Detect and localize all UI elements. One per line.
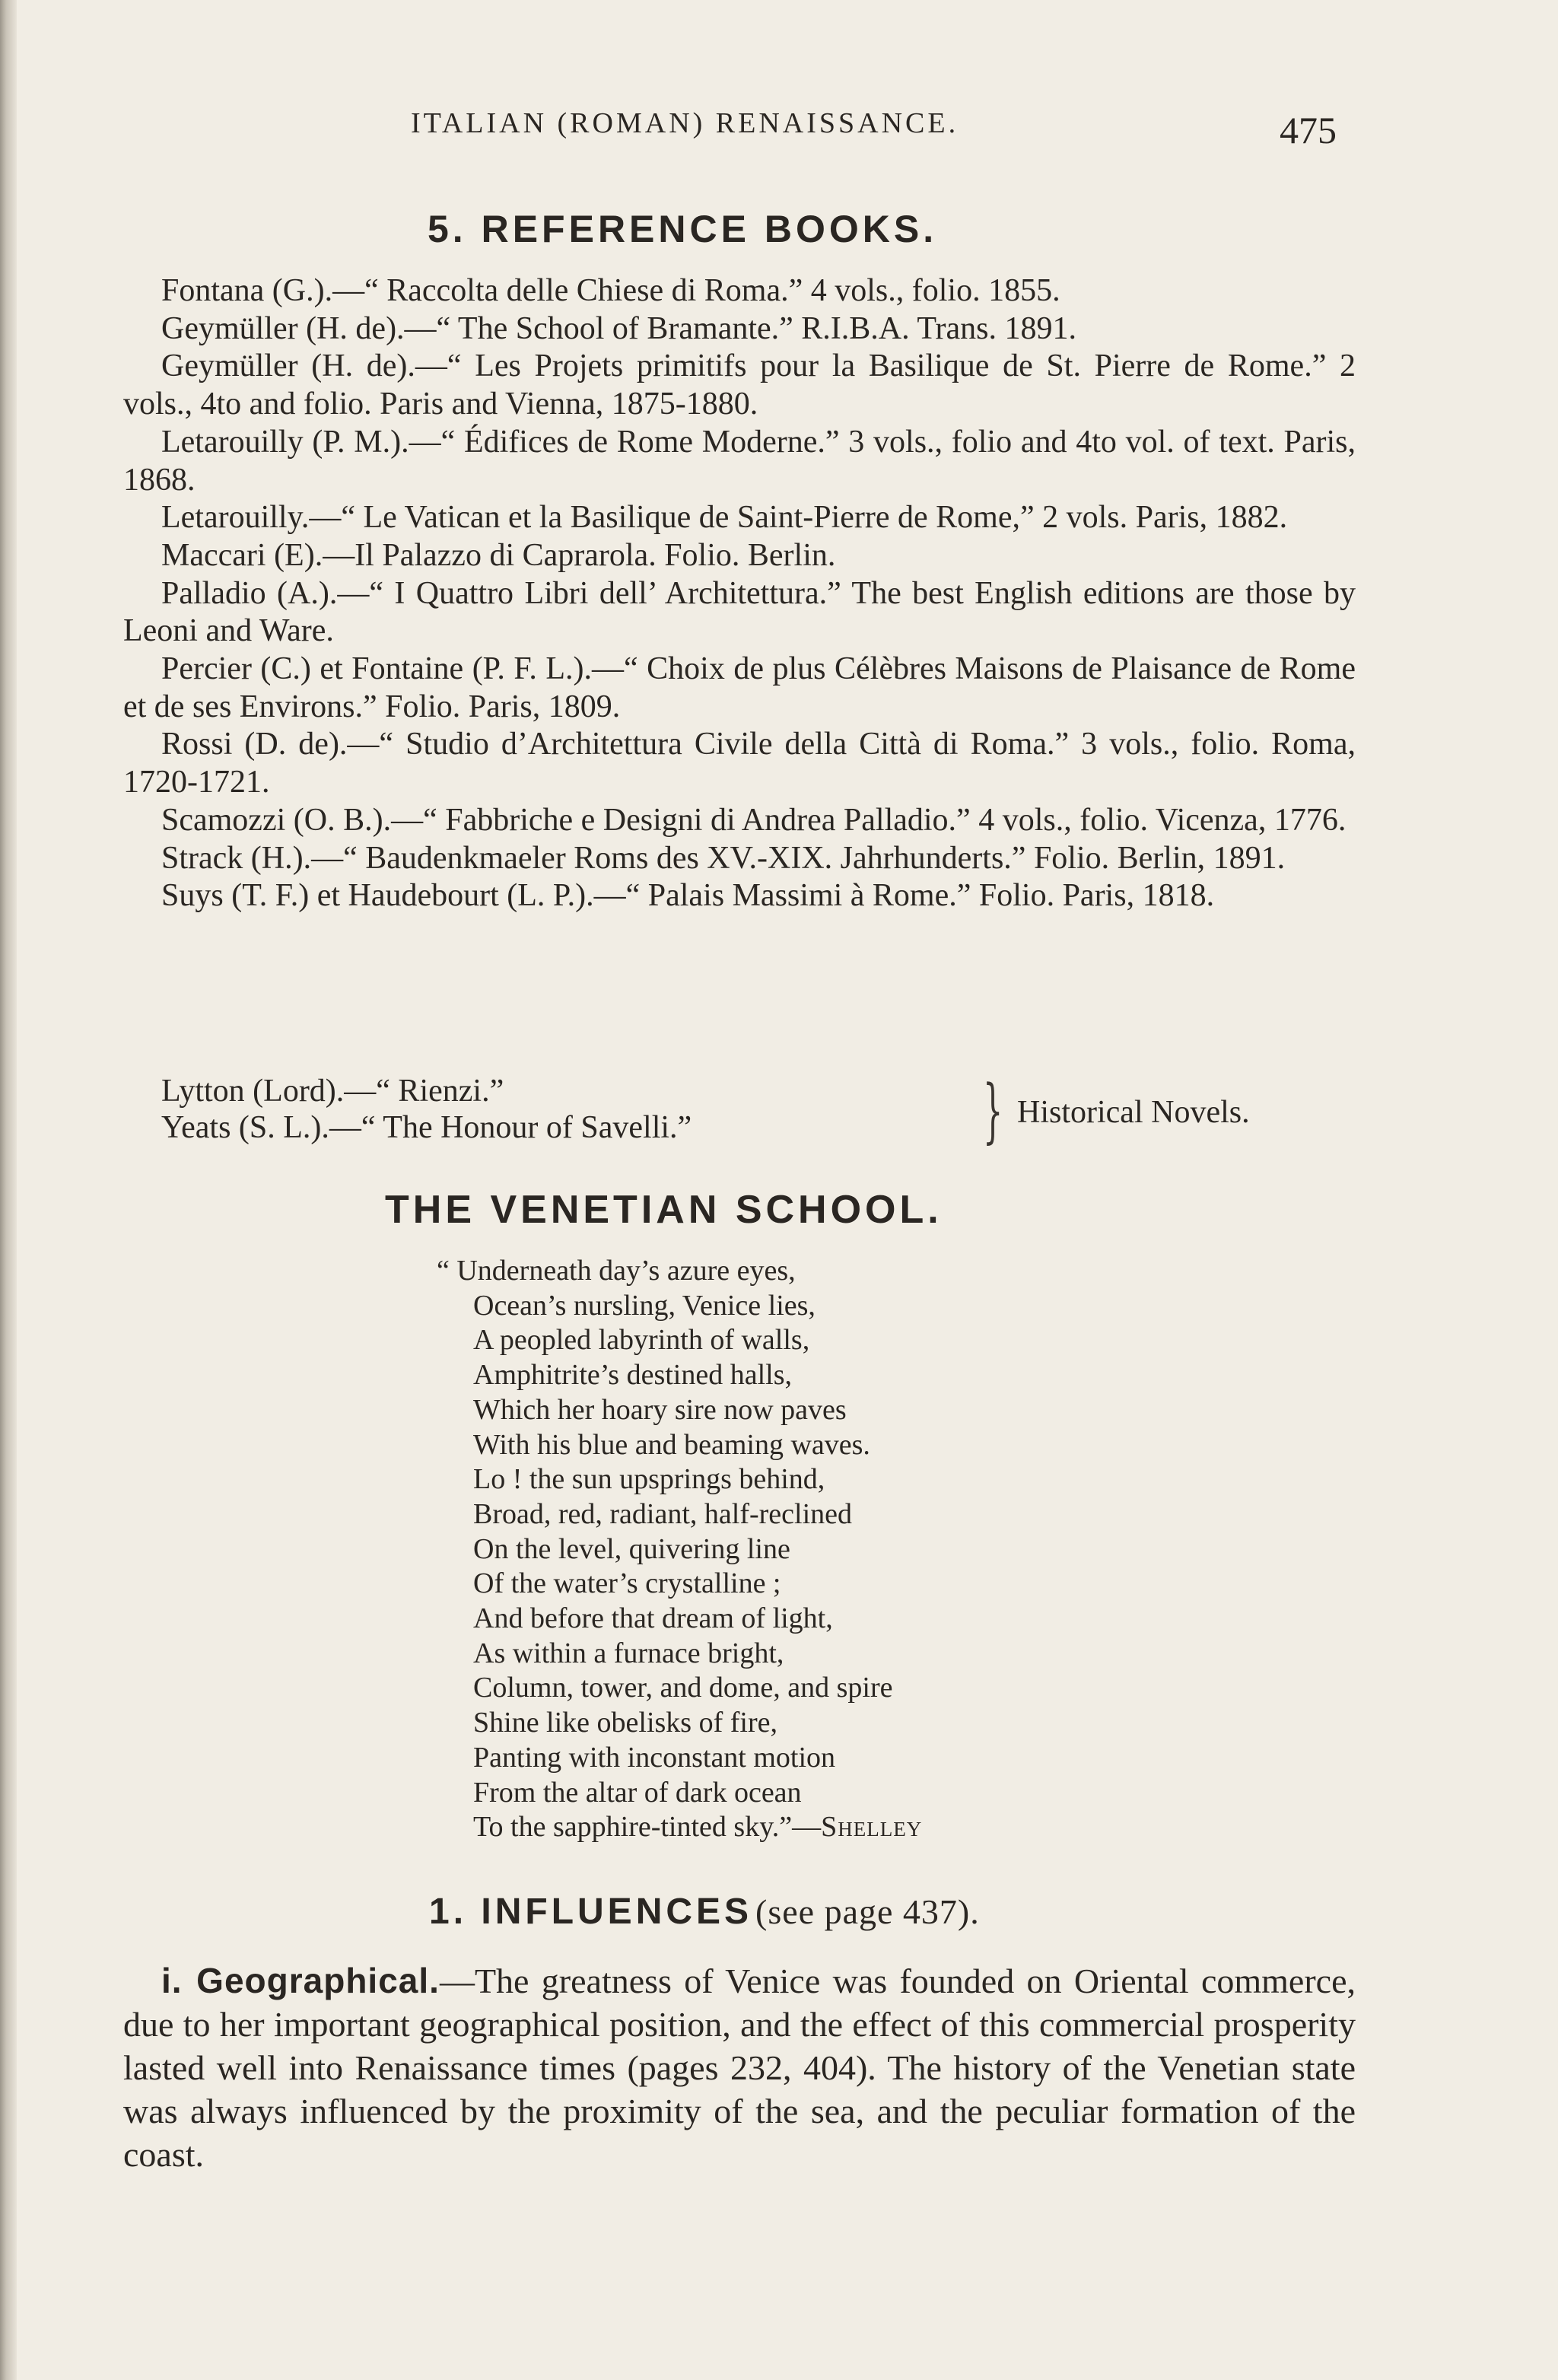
poem-line: Lo ! the sun upsprings behind, <box>473 1463 825 1496</box>
reference-entry: Fontana (G.).—“ Raccolta delle Chiese di Roma.” 4 vols., folio. 1855. <box>161 273 1060 308</box>
reference-entry: Geymüller (H. de).—“ The School of Bramante.” R.I.B.A. Trans. 1891. <box>161 310 1077 346</box>
reference-books-heading: 5. REFERENCE BOOKS. <box>428 208 938 250</box>
influences-page-ref: (see page 437). <box>755 1892 980 1931</box>
poem-line: Of the water’s crystalline ; <box>473 1567 781 1600</box>
novel-entry: Yeats (S. L.).—“ The Honour of Savelli.” <box>161 1110 692 1145</box>
reference-entry: Letarouilly.—“ Le Vatican et la Basilique de Saint-Pierre de Rome,” 2 vols. Paris, 1882. <box>161 500 1288 536</box>
grouping-brace: } <box>983 1070 1003 1151</box>
geographical-text: —The greatness of Venice was founded on Oriental commerce, due to her important geographical position, and the effect of this commercial prosperity lasted well into Renaissance times (pages 232, 404). The history of the Venetian state was always influenced by the proximity of the sea, and the peculiar formation of the coast. <box>123 1962 1356 2174</box>
reference-entry: Maccari (E).—Il Palazzo di Caprarola. Folio. Berlin. <box>161 537 836 573</box>
poem-line: As within a furnace bright, <box>473 1637 784 1669</box>
influences-heading <box>429 1891 980 1933</box>
poem-line: On the level, quivering line <box>473 1532 790 1565</box>
running-head: ITALIAN (ROMAN) RENAISSANCE. <box>411 107 959 139</box>
reference-entry: Percier (C.) et Fontaine (P. F. L.).—“ Choix de plus Célèbres Maisons de Plaisance de Rome et de ses Environs.” Folio. Paris, 1809. <box>123 651 1356 724</box>
reference-entry: Rossi (D. de).—“ Studio d’Architettura Civile della Città di Roma.” 3 vols., folio. Roma, 1720-1721. <box>123 727 1356 800</box>
page-binding-edge <box>0 0 17 2380</box>
poem-line: “ Underneath day’s azure eyes, <box>437 1255 796 1287</box>
poem-line: Broad, red, radiant, half-reclined <box>473 1497 852 1530</box>
poem-epigraph <box>437 1254 922 1845</box>
poem-line: And before that dream of light, <box>473 1602 833 1635</box>
reference-entry: Strack (H.).—“ Baudenkmaeler Roms des XV.-XIX. Jahrhunderts.” Folio. Berlin, 1891. <box>161 840 1286 876</box>
poem-line: With his blue and beaming waves. <box>473 1428 870 1461</box>
geographical-label: i. Geographical. <box>161 1961 440 2000</box>
poem-line: Panting with inconstant motion <box>473 1741 836 1774</box>
reference-entry: Letarouilly (P. M.).—“ Édifices de Rome Moderne.” 3 vols., folio and 4to vol. of text. Paris, 1868. <box>123 424 1356 498</box>
poem-line-last <box>437 1810 922 1845</box>
influences-title: 1. INFLUENCES <box>429 1892 753 1932</box>
poem-line: Which her hoary sire now paves <box>473 1393 847 1426</box>
poem-line: Shine like obelisks of fire, <box>473 1707 777 1739</box>
poem-line: A peopled labyrinth of walls, <box>473 1324 810 1357</box>
poem-line: Column, tower, and dome, and spire <box>473 1672 893 1704</box>
poem-line-text: To the sapphire-tinted sky.”— <box>473 1811 822 1844</box>
reference-entry: Geymüller (H. de).—“ Les Projets primitifs pour la Basilique de St. Pierre de Rome.” 2 vols., 4to and folio. Paris and Vienna, 1875-1880. <box>123 348 1356 422</box>
poem-line: From the altar of dark ocean <box>473 1776 802 1809</box>
page-number: 475 <box>1280 109 1337 151</box>
historical-novels-group <box>123 1070 1356 1151</box>
reference-entry: Suys (T. F.) et Haudebourt (L. P.).—“ Palais Massimi à Rome.” Folio. Paris, 1818. <box>161 878 1215 914</box>
venetian-school-heading: THE VENETIAN SCHOOL. <box>385 1188 943 1232</box>
reference-entry: Scamozzi (O. B.).—“ Fabbriche e Designi di Andrea Palladio.” 4 vols., folio. Vicenza, 1776. <box>161 802 1347 838</box>
reference-list <box>123 272 1356 915</box>
novel-entry: Lytton (Lord).—“ Rienzi.” <box>161 1074 504 1109</box>
historical-novels-label: Historical Novels. <box>1017 1095 1250 1130</box>
reference-entry: Palladio (A.).—“ I Quattro Libri dell’ Architettura.” The best English editions are those by Leoni and Ware. <box>123 575 1356 649</box>
poem-attribution: Shelley <box>821 1811 923 1844</box>
poem-line: Amphitrite’s destined halls, <box>473 1359 793 1392</box>
geographical-paragraph <box>123 1959 1356 2176</box>
poem-line: Ocean’s nursling, Venice lies, <box>473 1289 816 1322</box>
